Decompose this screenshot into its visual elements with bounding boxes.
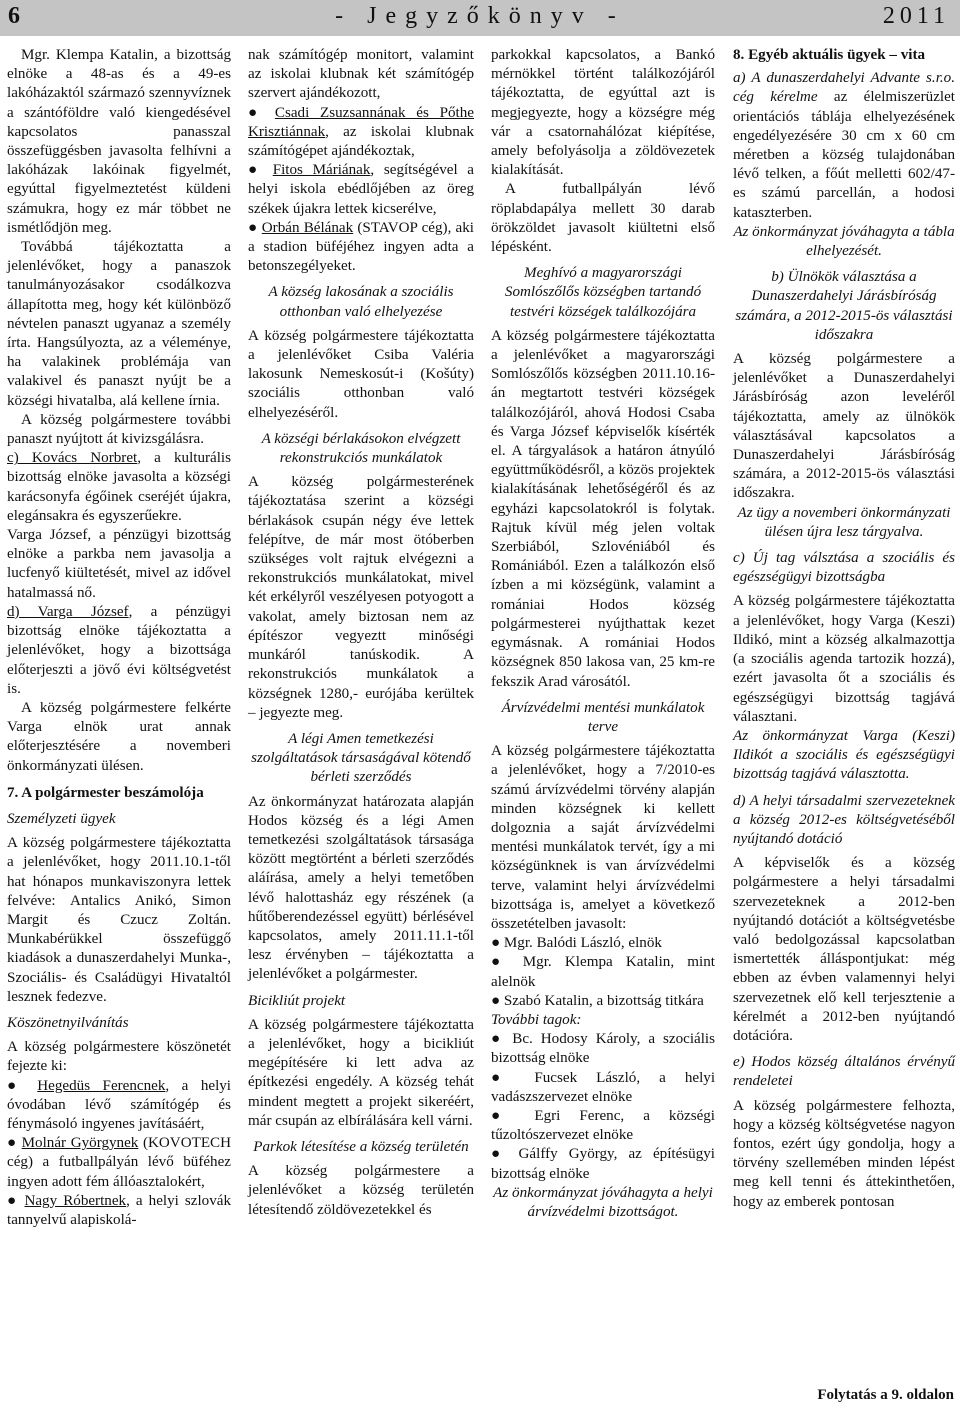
paragraph: A község polgármestere tájékoztatta a jelenlévőket, hogy a bicikliút megépítésére ki lett adva az építkezési engedély. A község tehát mindent megtett a projekt sikeréért, már csupán az elbírálására kell várni. (248, 1016, 474, 1129)
list-item-text: , a helyi óvodában lévő számítógép és fénymásoló ingyenes javításáért, (7, 1077, 232, 1132)
subheading: A község lakosának a szociális otthonban való elhelyezése (268, 284, 454, 320)
subheading: Bicikliút projekt (248, 992, 346, 1009)
person-name: Fitos Máriának (272, 162, 371, 179)
resolution: Az önkormányzat jóváhagyta a helyi árvízvédelmi bizottságot. (493, 1184, 713, 1220)
paragraph: A község polgármestere felhoztа, hogy a község költségvetése nagyon fontos, ezért úgy gondolja, hogy a törvény szellemében minden lépést meg kell tenni és áttekinthetően, hogy az emberek pontosan (733, 1097, 955, 1210)
subheading: Köszönetnyilvánítás (7, 1014, 129, 1031)
list-item-text: , az iskolai klubnak számítógépet ajándékoztak, (248, 123, 474, 160)
members-label: További tagok: (491, 1011, 582, 1028)
list-item: ● Bc. Hodosy Károly, a szociális bizottság elnöke (491, 1030, 715, 1068)
resolution: Az önkormányzat Varga (Keszi) Ildikót a szociális és egészségügyi bizottság tagjává választotta. (733, 727, 955, 783)
page-header (0, 0, 960, 36)
subheading: Személyzeti ügyek (7, 810, 116, 827)
paragraph: A község polgármestere a jelenlévőket a község területén létesítendő zöldövezetekkel és (248, 1163, 474, 1218)
person-name: Csadi Zsuzsannának és Pőthe Krisztiánnak (248, 104, 475, 140)
list-item-text: (KOVOTECH cég) a futballpályán lévő büféhez ingyen adott fém állóasztalokért, (7, 1135, 232, 1190)
paragraph: A község polgármestere tájékoztatta a jelenlévőket Csiba Valéria lakosunk Nemeskosút-i (Košúty) szociális otthonban való elhelyezéséről. (248, 327, 474, 421)
paragraph: A község polgármestere tájékoztatta a jelenlévőket, hogy 2011.10.1-től hat hónapos munkaviszonyra lettek felvéve: Antalics Anikó, Simon Margit és Czucz Zoltán. Munkabérükkel összefüggő kiadások a dunaszerdahelyi Munka-, Szociális- és Családügyi Hivataltól lesznek fedezve. (7, 835, 231, 1005)
resolution: Az ügy a novemberi önkormányzati ülésen újra lesz tárgyalva. (737, 504, 951, 540)
paragraph: A község polgármestere tájékoztatta a jelenlévőket a magyarországi Somlószőlős községben 2011.10.16-án megtartott testvéri községek találkozójáról, ahová Hodosi Csaba és Varga József képviselők kísérték el. A tárgyalások a határon átnyúló együttműködésről, a közös projektek kialakításának lehetőségéről és az egyházi kapcsolatokról is folytak. Rajtuk kívül még jelen voltak Szerbiából, Szlovéniából és Romániából. Ezen a találkozón első ízben a mi községünk, valamint a romániai Hodos község polgármesterei nyújthattak kezet egymásnak. A romániai Hodos községnek 850 lakosa van, 25 km-re fekszik Arad városától. (491, 327, 715, 690)
subheading: d) A helyi társadalmi szervezeteknek a község 2012-es költségvetéséből nyújtandó dotáció (733, 792, 955, 847)
paragraph: A község polgármestere tájékoztatta a jelenlévőket, hogy Varga (Keszi) Ildikó, mint a község alkalmazottja (a szociális agenda tartozik hozzá), ezért javasolta őt a szociális és egészségügyi bizottság tagjává választani. (733, 593, 955, 725)
paragraph: A község polgármesterének tájékoztatása szerint a községi bérlakások csupán négy éve lettek felépítve, de már most ötóberben szükséges volt rajtuk elvégezni a rekonstrukciós munkálatokat, mivel két erkélyről veszélyesen potyogott a vakolat, amely biztosan nem az építészor vegyeztt minőségi munkáról tanúskodik. A rekonstrukciós munkálatok a községnek 1280,- eurójába kerültek – jegyezte meg. (248, 474, 474, 721)
person-name: Orbán Bélának (261, 219, 354, 236)
column-3 (491, 46, 715, 1222)
section-heading: 7. A polgármester beszámolója (7, 784, 204, 801)
subheading: a) A dunaszerdahelyi Advante s.r.o. cég kérelme (733, 70, 955, 106)
continued-note: Folytatás a 9. oldalon (817, 1387, 954, 1403)
list-item (7, 1077, 231, 1135)
paragraph: A község polgármestere felkérte Varga elnök urat annak előterjesztésére a novemberi önkormányzati ülésen. (7, 699, 231, 774)
subheading: Parkok létesítése a község területén (253, 1138, 469, 1155)
column-1 (7, 46, 231, 1230)
list-item-text: , segítségével a helyi iskola ebédlőjében az öreg székek újakra lettek kicserélve, (248, 162, 475, 217)
paragraph: parkokkal kapcsolatos, a Bankó mérnökkel történt találkozójáról tájékoztatta, de egyúttal azt is megjegyezte, hogy a községre még vár a csatornahálózat kiépítése, amely befolyásolja a zöldövezetek kialakítását. (491, 47, 715, 179)
list-item-text: , a helyi szlovák tannyelvű alapiskolá- (7, 1192, 231, 1228)
list-item (248, 219, 474, 277)
list-item: ● Gálffy György, az építésügyi bizottság elnöke (491, 1145, 715, 1183)
column-4 (733, 46, 955, 1212)
paragraph-text: , a pénzügyi bizottság elnöke tájékoztatta a jelenlévőket, hogy a bizottsága előterjeszti a jövő évi költségvetést is. (7, 603, 231, 697)
list-item: ● Fucsek László, a helyi vadászszervezet elnöke (491, 1069, 715, 1107)
subheading: A légi Amen temetkezési szolgáltatások társaságával kötendő bérleti szerződés (251, 730, 471, 786)
paragraph: A község polgármestere köszönetét fejezte ki: (7, 1039, 231, 1075)
subheading: b) Ülnökök választása a Dunaszerdahelyi Járásbíróság számára, a 2012-2015-ös választási időszakra (735, 269, 953, 343)
subheading: e) Hodos község általános érvényű rendeletei (733, 1054, 955, 1090)
paragraph: Továbbá tájékoztatta a jelenlévőket, hogy a panaszok tanulmányozásakor csodálkozva állapította meg, hogy két különböző névtelen panaszt ugyanaz a személy írta. Hangsúlyozta, az a véleménye, ha valakinek problémája van valakivel és panaszt nyújt be a községi hivatalba, alá kellene írnia. (7, 239, 231, 409)
list-item (248, 104, 474, 162)
subheading: Árvízvédelmi mentési munkálatok terve (501, 699, 705, 735)
paragraph: A község polgármestere a jelenlévőket a Dunaszerdahelyi Járásbíróság azon leveléről tájékoztatta, amely az ülnökök választásával kapcsolatos a Dunaszerdahelyi Járásbíróság számára, a 2012-2015-ös választási időszakra. (733, 351, 955, 502)
person-name: Hegedüs Ferencnek (37, 1077, 166, 1094)
list-item: ● Mgr. Klempa Katalin, mint alelnök (491, 953, 715, 991)
subheading: c) Új tag válsztása a szociális és egészségügyi bizottságba (733, 550, 955, 586)
list-item: ● Mgr. Balódi László, elnök (491, 934, 715, 953)
header-year: 2011 (882, 3, 950, 29)
person-name: Molnár Györgynek (21, 1135, 139, 1152)
paragraph: A képviselők és a község polgármestere a helyi társadalmi szervezeteknek a 2012-ben nyújtandó dotációt a költségvetésbe való bedolgozással kapcsolatban ismertették álláspontjukat: még ebben az évben valamennyi helyi szervezetnek elő kell terjesztenie a kérelmét a 2012-ben nyújtandó dotációra. (733, 855, 955, 1044)
page-number: 6 (8, 3, 21, 29)
paragraph: Varga József, a pénzügyi bizottság elnöke a parkba nem javasolja a lucfenyő kiültetését, mivel az idővel hatalmassá nő. (7, 527, 231, 601)
paragraph: A futballpályán lévő röplabdapálya mellett 30 darab örökzöldet javasolt kiültetni első lépésként. (491, 181, 715, 256)
subheading: A községi bérlakásokon elvégzett rekonstrukciós munkálatok (261, 430, 461, 467)
paragraph-text: , a kulturális bizottság elnöke javasolta a községi karácsonyfa égőinek cseréjét újakra, elegánsakra és egyszerűekre. (7, 450, 231, 524)
person-name: d) Varga József (7, 603, 129, 620)
list-item-text: (STAVOP cég), aki a stadion büféjéhez ingyen adta a betonszegélyeket. (248, 219, 474, 275)
person-name: Nagy Róbertnek (24, 1192, 127, 1209)
paragraph-text: az élelmiszerüzlet orientációs táblája elhelyezésének engedélyezésére 30 cm x 60 cm méretben a község tulajdonában lévő telken, a főút melletti 602/47-es számú parcellán, a hodosi kataszterben. (733, 89, 955, 221)
paragraph: Az önkormányzat határozata alapján Hodos község és a légi Amen temetkezési szolgáltatások társasága között megtörtént a bérleti szerződés aláírása, amely a helyi temetőben lévő halottasház egy részének (a hűtőberendezéssel együtt) bérlésével kapcsolatos, amely 2011.11.1-től lesz érvényben – tájékoztatta a jelenlévőket a polgármester. (248, 793, 474, 983)
paragraph: A község polgármestere további panaszt nyújtott át kivizsgálásra. (7, 411, 231, 448)
section-heading: 8. Egyéb aktuális ügyek – vita (733, 47, 926, 63)
list-item (7, 1134, 231, 1192)
list-item: ● Egri Ferenc, a községi tűzoltószervezet elnöke (491, 1107, 715, 1145)
list-item (7, 1192, 231, 1230)
subheading: Meghívó a magyarországi Somlószőlős községben tartandó testvéri községek találkozójára (504, 265, 702, 320)
paragraph (7, 603, 231, 699)
paragraph (733, 69, 955, 223)
list-item: ● Szabó Katalin, a bizottság titkára (491, 992, 715, 1011)
paragraph: nak számítógép monitort, valamint az iskolai klubnak két számítógép szervert ajándékozott, (248, 47, 474, 102)
paragraph (7, 449, 231, 526)
list-item (248, 161, 474, 219)
column-2 (248, 46, 474, 1220)
paragraph: Mgr. Klempa Katalin, a bizottság elnöke a 48-as és a 49-es lakóházaktól származó szennyvíznek a szántóföldre való kiengedésével kapcsolatos panasszal összefüggésben javasolta felhívni a lakóházak lakóinak figyelmét, egyúttal figyelmeztetést küldeni számukra, hogy ez már többet ne ismétlődjön meg. (7, 47, 231, 236)
paragraph: A község polgármestere tájékoztatta a jelenlévőket, hogy a 7/2010-es számú árvízvédelmi törvény alapján minden községnek ki kellett dolgoznia a saját árvízvédelmi mentési munkálatok tervét, így a mi községünknek is van árvízvédelmi terve, valamint helyi árvízvédelmi bizottsága is, amelyet a következő összetételben javasolt: (491, 743, 715, 932)
person-name: c) Kovács Norbret (7, 450, 138, 467)
resolution: Az önkormányzat jóváhagyta a tábla elhelyezését. (733, 223, 955, 260)
header-title: - Jegyzőkönyv - (335, 3, 625, 29)
